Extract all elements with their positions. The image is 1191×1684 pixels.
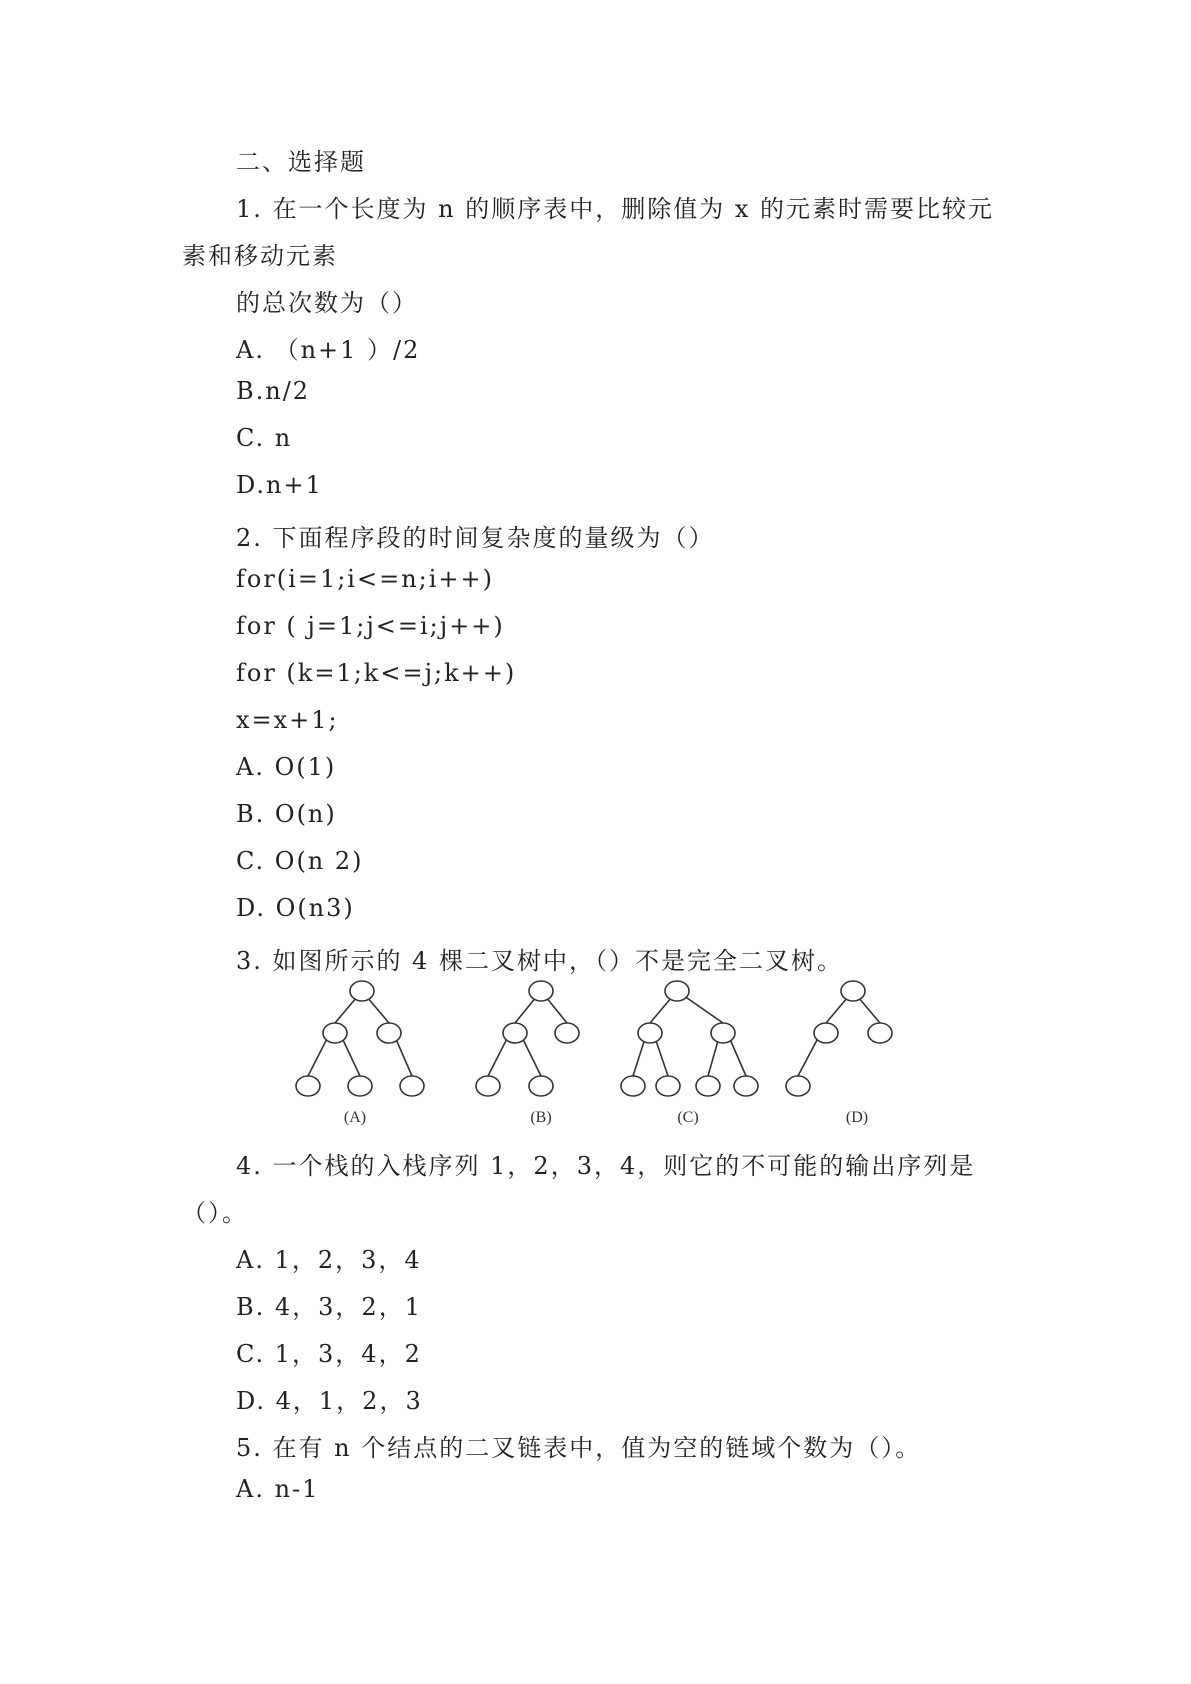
tree-b — [476, 981, 579, 1096]
question-4-option-a: A. 1，2，3，4 — [236, 1246, 422, 1274]
question-4-option-c: C. 1，3，4，2 — [236, 1340, 422, 1368]
binary-trees-svg — [290, 976, 900, 1128]
question-1-option-d: D.n+1 — [236, 471, 323, 499]
tree-c — [621, 981, 758, 1096]
tree-d — [786, 981, 892, 1096]
question-2-option-a: A. O(1) — [236, 753, 337, 781]
question-3-stem: 3. 如图所示的 4 棵二叉树中，（）不是完全二叉树。 — [236, 947, 844, 975]
question-2-code-line-4: x=x+1; — [236, 706, 339, 734]
question-5-stem: 5. 在有 n 个结点的二叉链表中，值为空的链域个数为（）。 — [236, 1434, 922, 1462]
question-4-stem: 4. 一个栈的入栈序列 1，2，3，4，则它的不可能的输出序列是 — [236, 1152, 976, 1180]
question-1-stem-line2: 素和移动元素 — [182, 242, 338, 270]
tree-label-d: (D) — [845, 1109, 869, 1126]
question-1-option-b: B.n/2 — [236, 377, 311, 405]
question-2-code-line-1: for(i=1;i<=n;i++) — [236, 565, 495, 593]
question-2-code-line-3: for (k=1;k<=j;k++) — [236, 659, 517, 687]
question-2-option-c: C. O(n 2) — [236, 847, 364, 875]
question-4-option-d: D. 4，1，2，3 — [236, 1387, 423, 1415]
question-1-option-c: C. n — [236, 424, 293, 452]
tree-a — [296, 981, 424, 1096]
question-2-option-b: B. O(n) — [236, 800, 337, 828]
tree-label-b: (B) — [530, 1109, 552, 1126]
tree-label-a: (A) — [343, 1109, 367, 1126]
binary-trees-figure — [290, 976, 900, 1128]
question-2-code-line-2: for ( j=1;j<=i;j++) — [236, 612, 505, 640]
question-2-stem: 2. 下面程序段的时间复杂度的量级为（） — [236, 524, 715, 552]
section-title: 二、选择题 — [236, 148, 366, 176]
question-1-option-a: A. （n+1 ）/2 — [236, 336, 421, 364]
tree-label-c: (C) — [677, 1109, 699, 1126]
question-4-option-b: B. 4，3，2，1 — [236, 1293, 422, 1321]
question-4-stem-line2: （）。 — [182, 1199, 248, 1227]
question-5-option-a: A. n-1 — [236, 1475, 320, 1503]
question-2-option-d: D. O(n3) — [236, 894, 355, 922]
question-1-stem-line3: 的总次数为（） — [236, 289, 418, 317]
question-1-stem: 1. 在一个长度为 n 的顺序表中，删除值为 x 的元素时需要比较元 — [236, 195, 995, 223]
